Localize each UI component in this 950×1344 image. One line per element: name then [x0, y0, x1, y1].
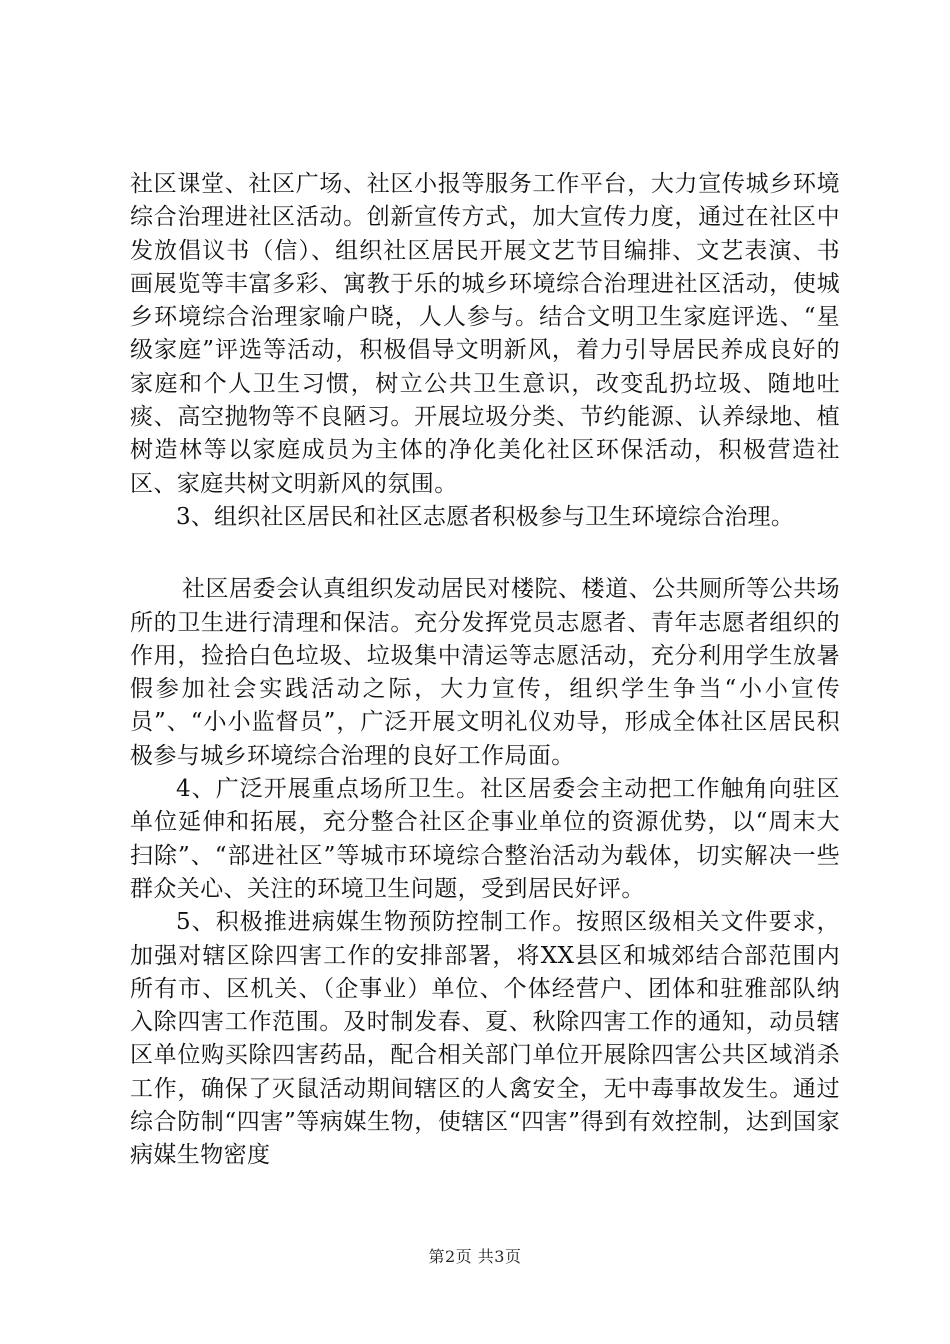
- document-body: [130, 168, 840, 1173]
- paragraph-item-4: 4、广泛开展重点场所卫生。社区居委会主动把工作触角向驻区单位延伸和拓展，充分整合社区企事业单位的资源优势，以“周末大扫除”、“部进社区”等城市环境综合整治活动为载体，切实解决一些群众关心、关注的环境卫生问题，受到居民好评。: [130, 776, 840, 902]
- paragraph-volunteers: 社区居委会认真组织发动居民对楼院、楼道、公共厕所等公共场所的卫生进行清理和保洁。充分发挥党员志愿者、青年志愿者组织的作用，捡拾白色垃圾、垃圾集中清运等志愿活动，充分利用学生放暑假参加社会实践活动之际，大力宣传，组织学生争当“小小宣传员”、“小小监督员”，广泛开展文明礼仪劝导，形成全体社区居民积极参与城乡环境综合治理的良好工作局面。: [130, 576, 840, 769]
- paragraph-continuation: 社区课堂、社区广场、社区小报等服务工作平台，大力宣传城乡环境综合治理进社区活动。创新宣传方式，加大宣传力度，通过在社区中发放倡议书（信）、组织社区居民开展文艺节目编排、文艺表演、书画展览等丰富多彩、寓教于乐的城乡环境综合治理进社区活动，使城乡环境综合治理家喻户晓，人人参与。结合文明卫生家庭评选、“星级家庭”评选等活动，积极倡导文明新风，着力引导居民养成良好的家庭和个人卫生习惯，树立公共卫生意识，改变乱扔垃圾、随地吐痰、高空抛物等不良陋习。开展垃圾分类、节约能源、认养绿地、植树造林等以家庭成员为主体的净化美化社区环保活动，积极营造社区、家庭共树文明新风的氛围。: [130, 171, 840, 497]
- page-number-footer: 第2页 共3页: [428, 1247, 522, 1266]
- paragraph-item-5: 5、积极推进病媒生物预防控制工作。按照区级相关文件要求，加强对辖区除四害工作的安排部署，将XX县区和城郊结合部范围内所有市、区机关、（企事业）单位、个体经营户、团体和驻雅部队纳入除四害工作范围。及时制发春、夏、秋除四害工作的通知，动员辖区单位购买除四害药品，配合相关部门单位开展除四害公共区域消杀工作，确保了灭鼠活动期间辖区的人禽安全，无中毒事故发生。通过综合防制“四害”等病媒生物，使辖区“四害”得到有效控制，达到国家病媒生物密度: [130, 909, 840, 1169]
- section-heading-3: 3、组织社区居民和社区志愿者积极参与卫生环境综合治理。: [176, 503, 795, 530]
